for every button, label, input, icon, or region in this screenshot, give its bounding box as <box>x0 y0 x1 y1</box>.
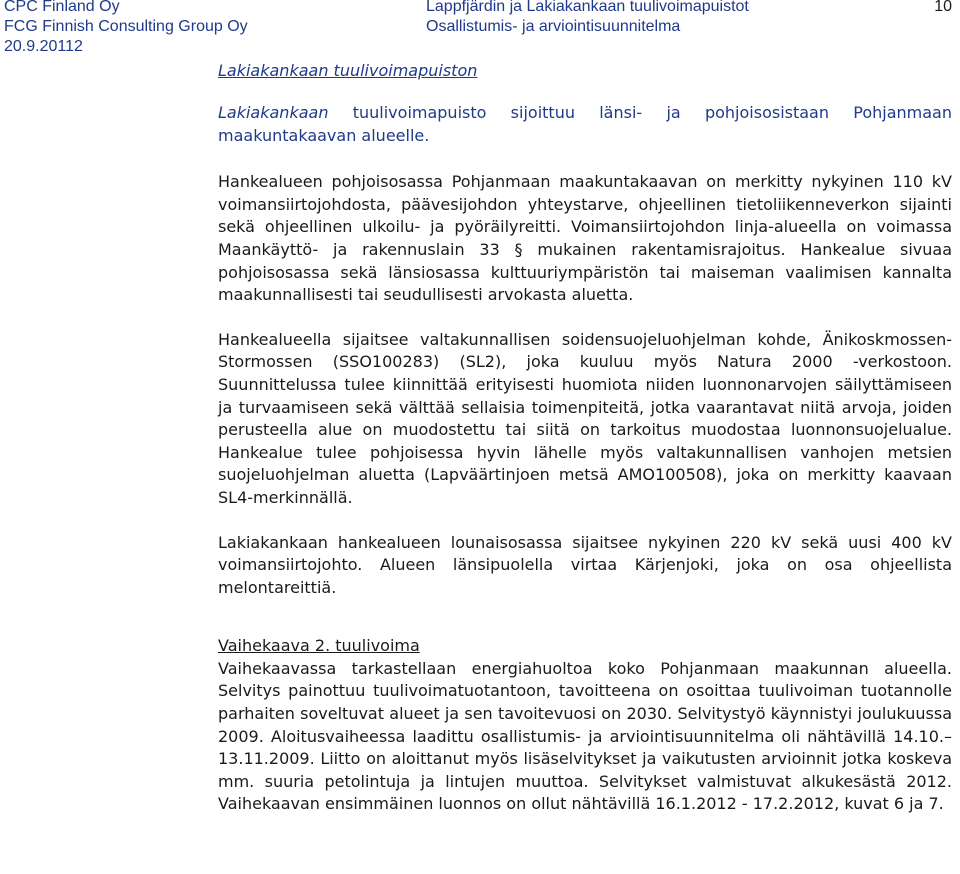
header-project-title: Lappfjärdin ja Lakiakankaan tuulivoimapuistot <box>426 0 749 15</box>
paragraph-3: Hankealueella sijaitsee valtakunnallisen soidensuojeluohjelman kohde, Änikoskmossen-Stormossen (SSO100283) (SL2), joka kuuluu myös Natura 2000 -verkostoon. Suunnittelussa tulee kiinnittää erityisesti huomiota niiden luonnonarvojen säilyttämiseen ja turvaamiseen sekä välttää sellaisia toimenpiteitä, jotka vaarantavat niitä arvoja, joiden perusteella alue on muodostettu tai siitä on tarkoitus muodostaa luonnonsuojelualue. Hankealue tulee pohjoisessa hyvin lähelle myös valtakunnallisen vanhojen metsien suojeluohjelman aluetta (Lapväärtinjoen metsä AMO100508), joka on merkitty kaavaan SL4-merkinnällä. <box>218 329 952 507</box>
subheading-vaihekaava: Vaihekaava 2. tuulivoima <box>218 636 420 656</box>
paragraph-4: Lakiakankaan hankealueen lounaisosassa sijaitsee nykyinen 220 kV sekä uusi 400 kV voimansiirtojohto. Alueen länsipuolella virtaa Kärjenjoki, joka on osa ohjeellista melontareittiä. <box>218 532 952 597</box>
page-number: 10 <box>934 0 952 15</box>
document-body <box>218 102 952 838</box>
header-date: 20.9.20112 <box>4 38 83 55</box>
header-document-type: Osallistumis- ja arviointisuunnitelma <box>426 18 681 35</box>
paragraph-1 <box>218 102 952 147</box>
header-company-2: FCG Finnish Consulting Group Oy <box>4 18 248 35</box>
header-company-1: CPC Finland Oy <box>4 0 120 15</box>
header-company-block <box>4 0 248 57</box>
paragraph-1-em: Lakiakankaan <box>218 103 329 122</box>
paragraph-5: Vaihekaavassa tarkastellaan energiahuoltoa koko Pohjanmaan maakunnan alueella. Selvitys painottuu tuulivoimatuotantoon, tavoitteena on osoittaa tuulivoiman tuotannolle parhaiten soveltuvat alueet ja sen tavoitevuosi on 2030. Selvitystyö käynnistyi joulukuussa 2009. Aloitusvaiheessa laadittu osallistumis- ja arviointisuunnitelma oli nähtävillä 14.10.– 13.11.2009. Liitto on aloittanut myös lisäselvitykset ja vaikutusten arvioinnit jotka koskeva mm. suuria petolintuja ja lintujen muuttoa. Selvitykset valmistuvat alkukesästä 2012. Vaihekaavan ensimmäinen luonnos on ollut nähtävillä 16.1.2012 - 17.2.2012, kuvat 6 ja 7. <box>218 658 952 814</box>
section-title: Lakiakankaan tuulivoimapuiston <box>218 61 478 80</box>
paragraph-1-text: tuulivoimapuisto sijoittuu länsi- ja pohjoisosistaan Pohjanmaan maakuntakaavan alueelle. <box>218 103 952 145</box>
paragraph-2: Hankealueen pohjoisosassa Pohjanmaan maakuntakaavan on merkitty nykyinen 110 kV voimansiirtojohdosta, päävesijohdon yhteystarve, ohjeellinen tietoliikenneverkon sijainti sekä ohjeellinen ulkoilu- ja pyöräilyreitti. Voimansiirtojohdon linja-alueella on voimassa Maankäyttö- ja rakennuslain 33 § mukainen rakentamisrajoitus. Hankealue sivuaa pohjoisosassa sekä länsiosassa kulttuuriympäristön tai maiseman vaalimisen kannalta maakunnallisesti tai seudullisesti arvokasta aluetta. <box>218 172 952 305</box>
paragraph-5-block <box>218 635 952 816</box>
page-header <box>0 0 960 60</box>
header-document-block <box>426 0 749 37</box>
